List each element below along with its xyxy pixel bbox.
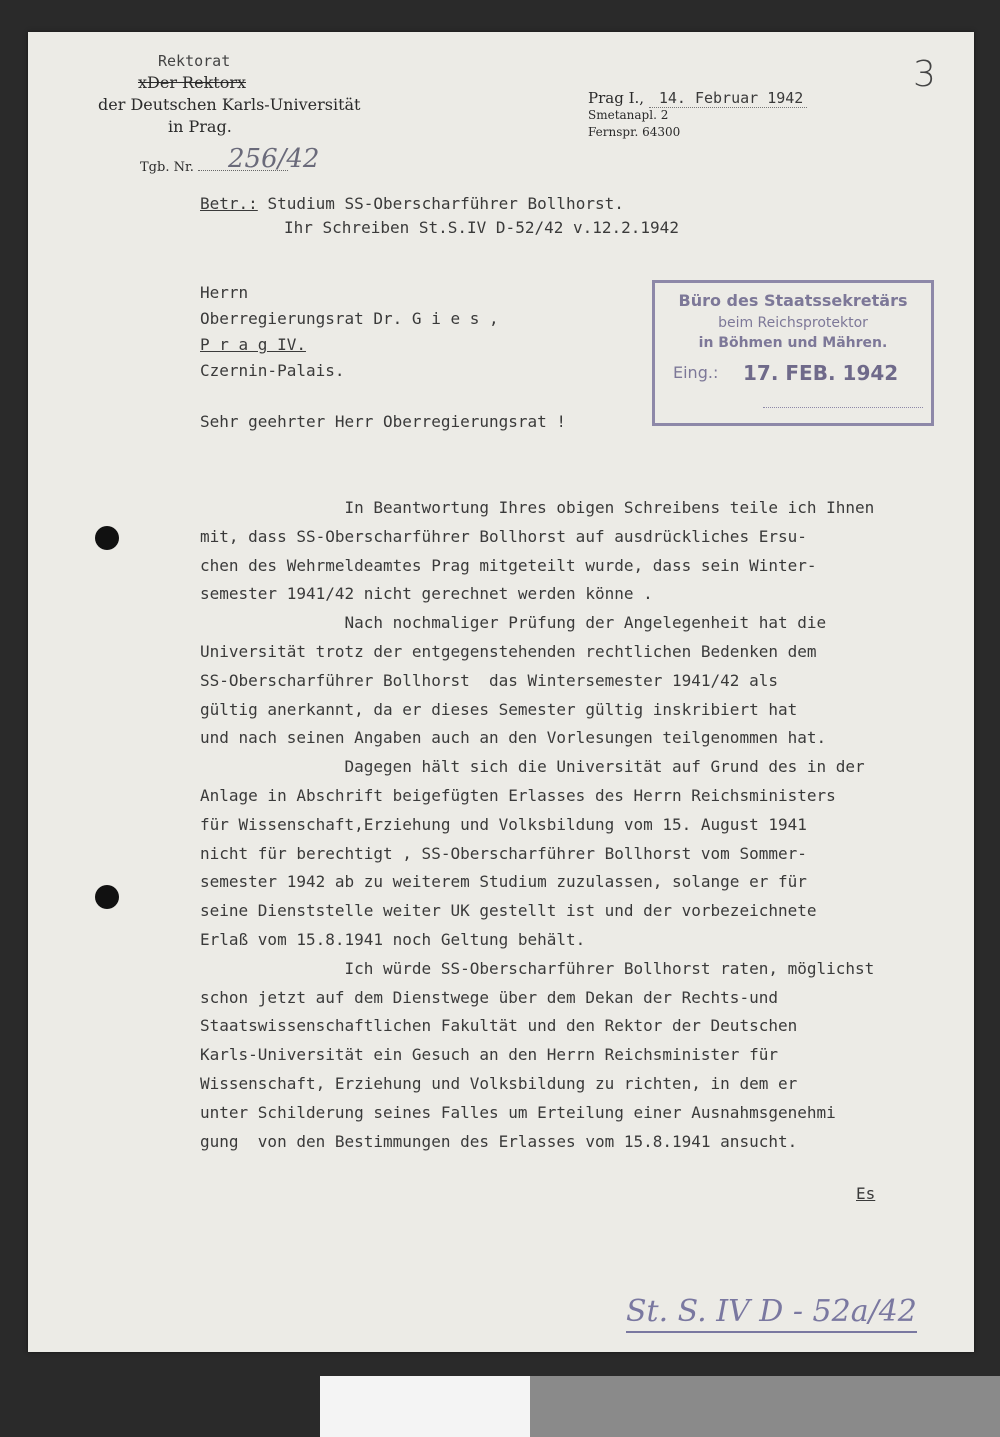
subject-block (200, 192, 679, 240)
body-line: Universität trotz der entgegenstehenden rechtlichen Bedenken dem (200, 641, 817, 661)
body-line: gung von den Bestimmungen des Erlasses vom 15.8.1941 ansucht. (200, 1131, 798, 1151)
stamp-received-label: Eing.: (673, 363, 719, 382)
stamp-line-3: in Böhmen und Mähren. (698, 335, 888, 351)
subject-label: Betr.: (200, 194, 258, 213)
recipient-line-1: Herrn (200, 283, 249, 302)
recipient-line-2: Oberregierungsrat Dr. G i e s , (200, 309, 499, 328)
stamp-line-1: Büro des Staatssekretärs (678, 291, 908, 310)
punch-hole-top (95, 526, 119, 550)
calibration-white-patch (320, 1376, 530, 1437)
body-line: schon jetzt auf dem Dienstwege über dem Dekan der Rechts-und (200, 987, 778, 1007)
body-line: Wissenschaft, Erziehung und Volksbildung zu richten, in dem er (200, 1073, 798, 1093)
stamp-line-2: beim Reichsprotektor (718, 315, 868, 331)
body-line: nicht für berechtigt , SS-Oberscharführer Bollhorst vom Sommer- (200, 843, 807, 863)
body-line: Dagegen hält sich die Universität auf Grund des in der (200, 757, 865, 777)
body-line: seine Dienststelle weiter UK gestellt ist und der vorbezeichnete (200, 901, 817, 921)
place-date-block (588, 90, 807, 141)
receipt-stamp (652, 280, 934, 426)
body-line: Staatswissenschaftlichen Fakultät und den Rektor der Deutschen (200, 1016, 798, 1036)
body-line: chen des Wehrmeldeamtes Prag mitgeteilt wurde, dass sein Winter- (200, 555, 817, 575)
place: Prag I., (588, 89, 645, 107)
recipient-city: P r a g IV. (200, 335, 306, 354)
punch-hole-bottom (95, 885, 119, 909)
letterhead-university: der Deutschen Karls-Universität (98, 95, 361, 114)
page-number: 3 (913, 54, 936, 95)
journal-number-label: Tgb. Nr. (140, 160, 194, 175)
recipient-line-4: Czernin-Palais. (200, 361, 345, 380)
street-address: Smetanapl. 2 (588, 108, 669, 122)
journal-number-handwritten: 256/42 (228, 144, 320, 174)
stamp-dotted-line (763, 407, 923, 408)
letterhead-city: in Prag. (168, 117, 232, 136)
body-line: gültig anerkannt, da er dieses Semester gültig inskribiert hat (200, 699, 798, 719)
body-line: und nach seinen Angaben auch an den Vorlesungen teilgenommen hat. (200, 728, 827, 748)
calibration-gray-patch (530, 1376, 1000, 1437)
scan-calibration-bar (320, 1376, 1000, 1437)
letter-body (200, 494, 970, 1156)
body-line: Nach nochmaliger Prüfung der Angelegenheit hat die (200, 613, 827, 633)
letterhead-rektor-struck: xDer Rektorx (138, 73, 246, 92)
greeting: Sehr geehrter Herr Oberregierungsrat ! (200, 412, 567, 431)
recipient-address (200, 280, 499, 384)
subject-line-2: Ihr Schreiben St.S.IV D-52/42 v.12.2.1942 (284, 218, 679, 237)
body-line: semester 1942 ab zu weiterem Studium zuzulassen, solange er für (200, 872, 807, 892)
phone-number: Fernspr. 64300 (588, 125, 681, 139)
body-line: für Wissenschaft,Erziehung und Volksbildung vom 15. August 1941 (200, 814, 807, 834)
body-line: semester 1941/42 nicht gerechnet werden könne . (200, 584, 653, 604)
body-line: SS-Oberscharführer Bollhorst das Wintersemester 1941/42 als (200, 670, 778, 690)
body-line: mit, dass SS-Oberscharführer Bollhorst auf ausdrückliches Ersu- (200, 526, 807, 546)
body-line: Anlage in Abschrift beigefügten Erlasses des Herrn Reichsministers (200, 785, 836, 805)
signature-initials: Es (856, 1184, 876, 1203)
body-line: unter Schilderung seines Falles um Erteilung einer Ausnahmsgenehmi (200, 1102, 836, 1122)
letter-date: 14. Februar 1942 (649, 89, 808, 108)
place-date-line (588, 90, 807, 107)
body-line: In Beantwortung Ihres obigen Schreibens teile ich Ihnen (200, 498, 875, 517)
body-line: Karls-Universität ein Gesuch an den Herrn Reichsminister für (200, 1045, 778, 1065)
body-line: Erlaß vom 15.8.1941 noch Geltung behält. (200, 929, 586, 949)
reference-note-handwritten: St. S. IV D - 52a/42 (626, 1294, 917, 1333)
subject-line-1: Studium SS-Oberscharführer Bollhorst. (267, 194, 624, 213)
body-line: Ich würde SS-Oberscharführer Bollhorst raten, möglichst (200, 958, 875, 978)
letterhead-rektorat: Rektorat (158, 52, 231, 70)
stamp-received-date: 17. FEB. 1942 (743, 361, 899, 385)
letterhead (98, 50, 398, 138)
letter-page (28, 32, 974, 1352)
